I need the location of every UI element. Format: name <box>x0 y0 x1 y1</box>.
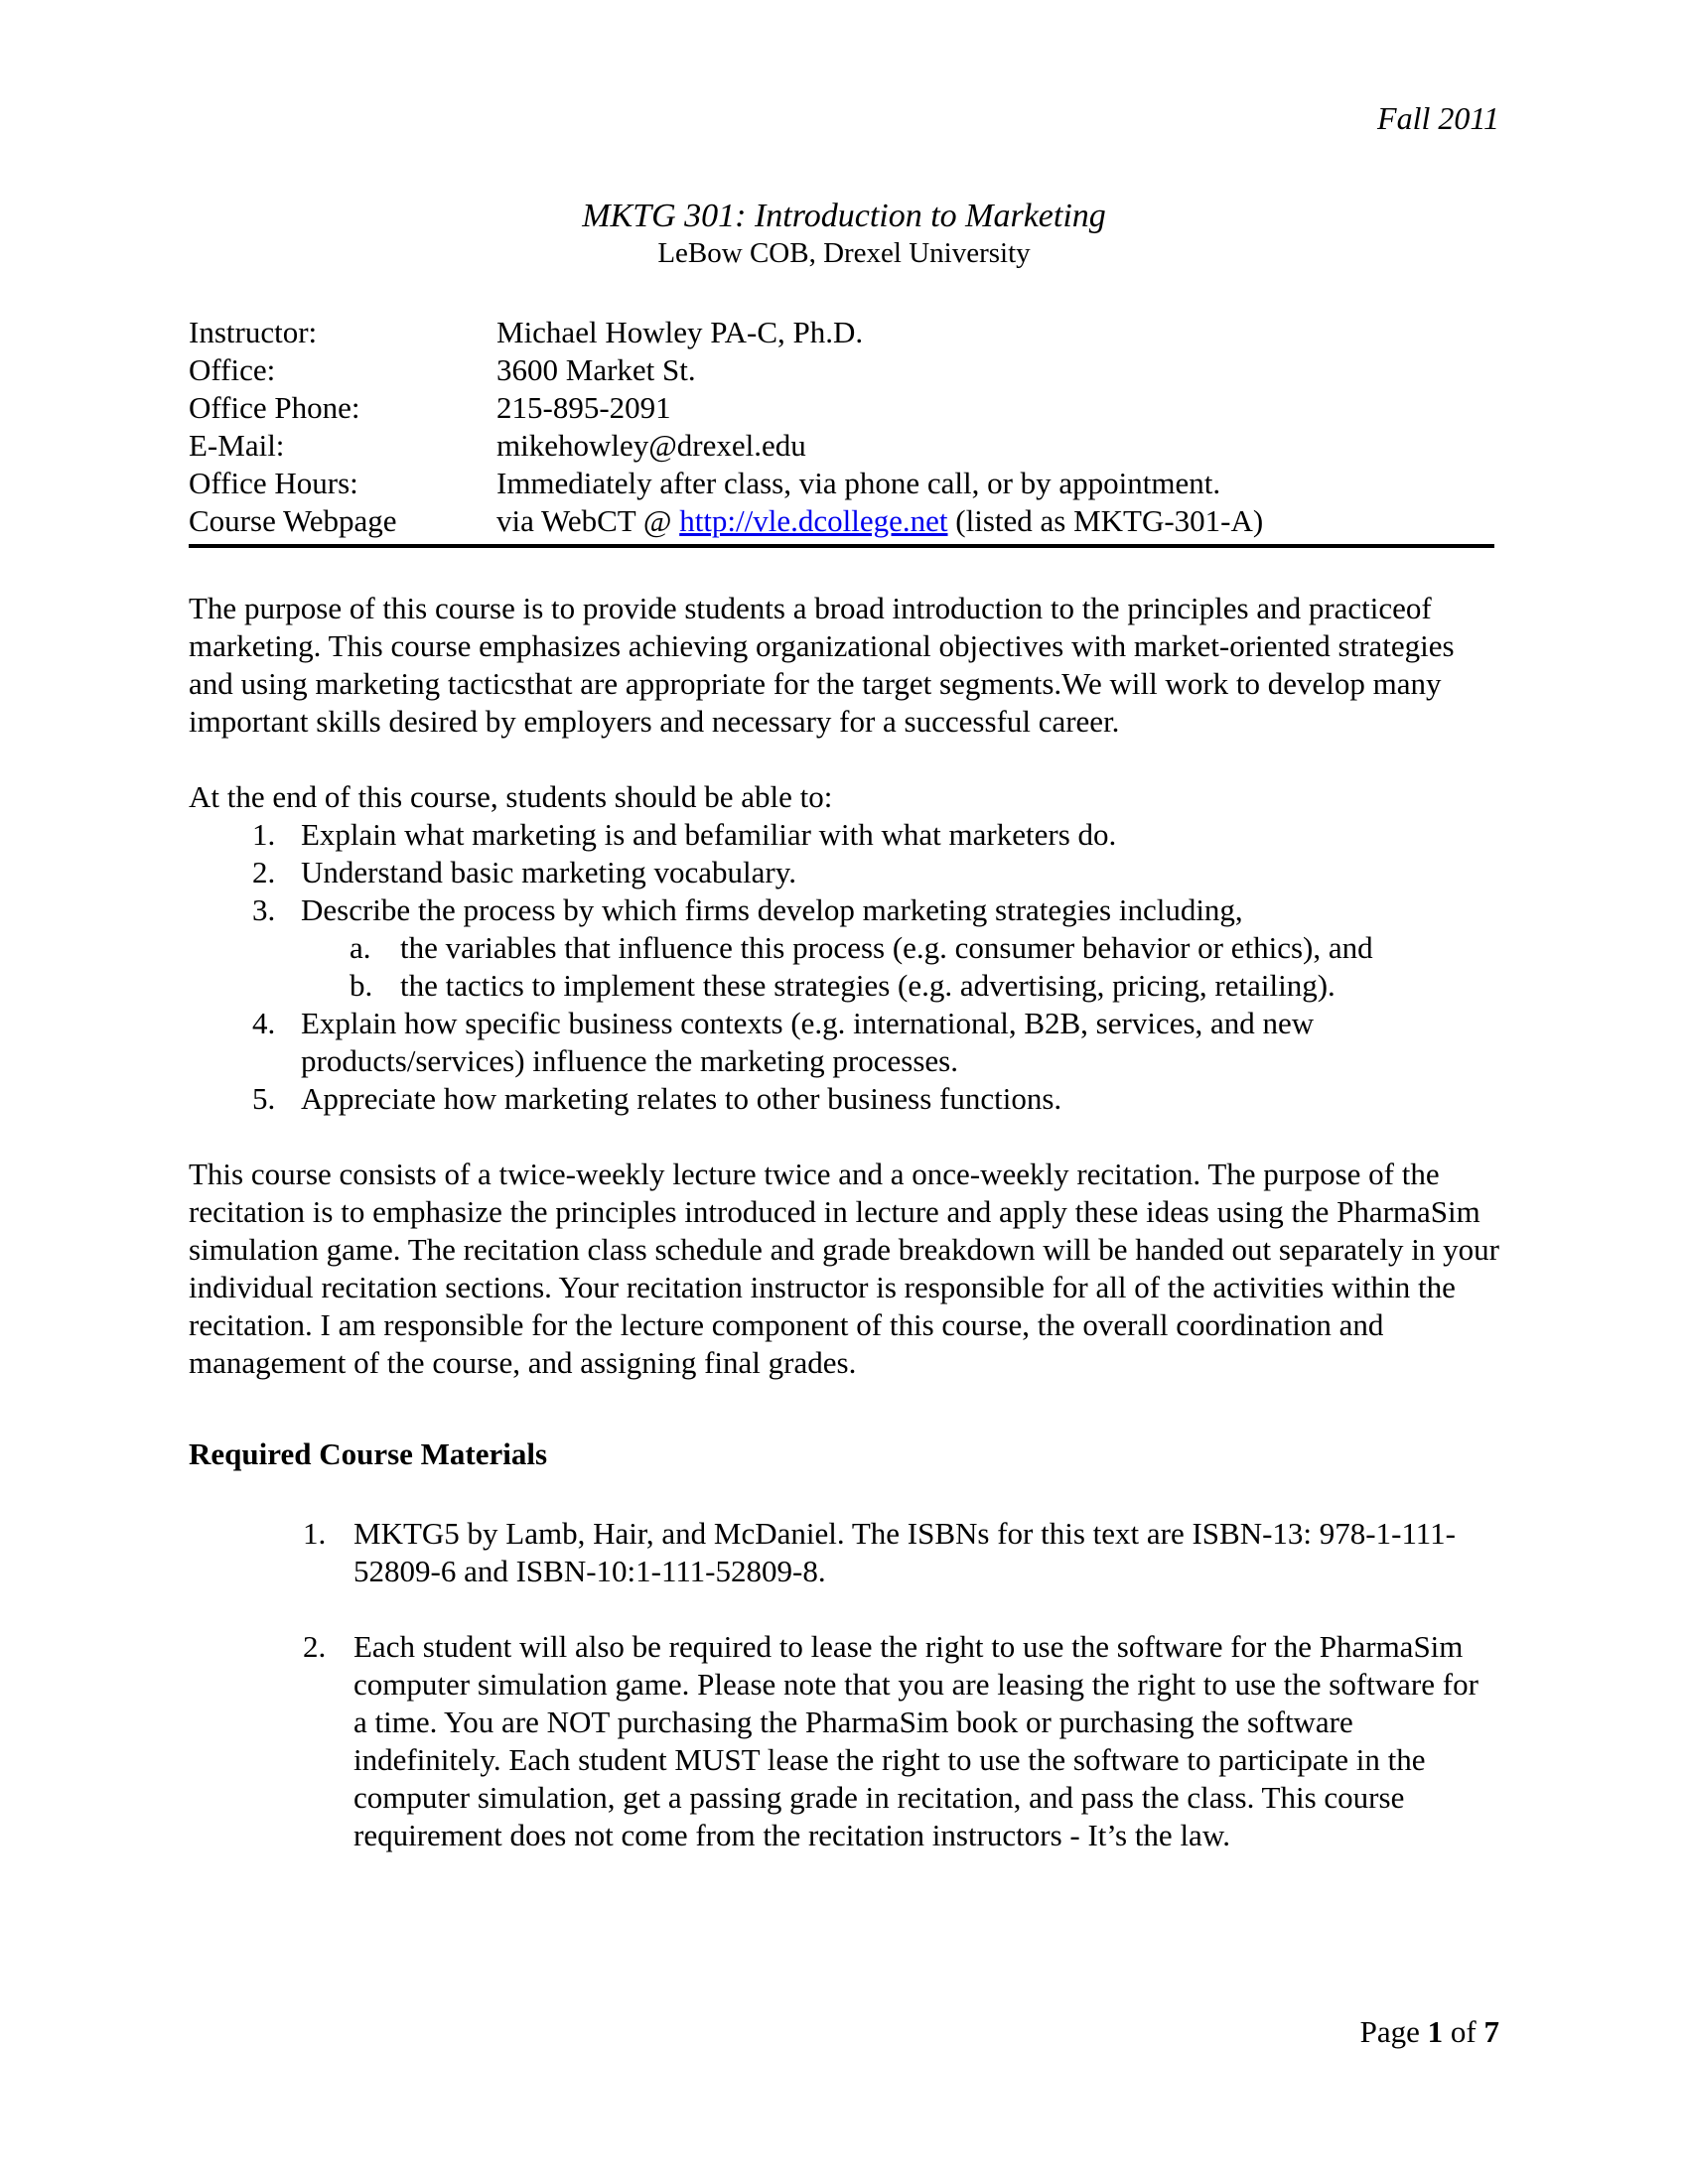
page-footer <box>1360 2013 1499 2051</box>
contact-value: mikehowley@drexel.edu <box>496 428 806 463</box>
contact-value: 3600 Market St. <box>496 352 696 387</box>
list-item-text: Describe the process by which firms develop marketing strategies including, <box>301 892 1243 927</box>
contact-label: Instructor: <box>189 315 318 349</box>
material-item-1 <box>189 1515 1499 1590</box>
contact-row-instructor <box>189 314 1499 351</box>
footer-page-prefix: Page <box>1359 2014 1428 2049</box>
footer-page-separator: of <box>1443 2014 1484 2049</box>
objective-subitem-a <box>189 929 1499 967</box>
list-marker: 2. <box>252 855 276 889</box>
contact-value <box>496 502 1499 540</box>
list-item-text: Each student will also be required to lease the right to use the software for the PharmaSim computer simulation game. Please note that you are leasing the right to use the software for a time. You are NOT purchasing the PharmaSim book or purchasing the software indefinitely. Each student MUST lease the right to use the software to participate in the computer simulation, get a passing grade in recitation, and pass the class. This course requirement does not come from the recitation instructors - It’s the law. <box>353 1629 1478 1852</box>
contact-label: Office Hours: <box>189 466 358 500</box>
contact-row-office <box>189 351 1499 389</box>
contact-label: E-Mail: <box>189 428 285 463</box>
list-item-text: Appreciate how marketing relates to other business functions. <box>301 1081 1062 1116</box>
term-label: Fall 2011 <box>1377 100 1499 136</box>
contact-info-table <box>189 314 1499 540</box>
course-webpage-link[interactable]: http://vle.dcollege.net <box>679 503 948 538</box>
footer-page-number: 1 <box>1427 2014 1444 2049</box>
materials-list <box>189 1515 1499 1854</box>
objective-item-4 <box>189 1005 1499 1080</box>
course-structure-paragraph: This course consists of a twice-weekly lecture twice and a once-weekly recitation. The purpose of the recitation is to emphasize the principles introduced in lecture and apply these ideas using the PharmaSim simulation game. The recitation class schedule and grade breakdown will be handed out separately in your individual recitation sections. Your recitation instructor is responsible for all of the activities within the recitation. I am responsible for the lecture component of this course, the overall coordination and management of the course, and assigning final grades. <box>189 1157 1499 1380</box>
contact-row-office-hours <box>189 465 1499 502</box>
contact-label: Course Webpage <box>189 503 397 538</box>
objective-subitem-b <box>189 967 1499 1005</box>
page-subtitle: LeBow COB, Drexel University <box>657 237 1031 269</box>
objectives-list <box>189 816 1499 1118</box>
list-marker: 4. <box>252 1006 276 1040</box>
list-marker: 1. <box>303 1516 327 1551</box>
materials-heading: Required Course Materials <box>189 1436 548 1471</box>
webpage-value-suffix: (listed as MKTG-301-A) <box>947 503 1264 538</box>
list-marker: 2. <box>303 1629 327 1664</box>
objectives-intro: At the end of this course, students should be able to: <box>189 779 833 814</box>
contact-row-course-webpage <box>189 502 1499 540</box>
contact-value: 215-895-2091 <box>496 390 671 425</box>
list-marker: a. <box>350 930 371 965</box>
objective-item-2 <box>189 854 1499 891</box>
contact-value: Immediately after class, via phone call, or by appointment. <box>496 466 1221 500</box>
objective-item-5 <box>189 1080 1499 1118</box>
list-marker: 1. <box>252 817 276 852</box>
list-marker: 3. <box>252 892 276 927</box>
header-divider <box>189 544 1494 548</box>
list-item-text: MKTG5 by Lamb, Hair, and McDaniel. The ISBNs for this text are ISBN-13: 978-1-111-52809-6 and ISBN-10:1-111-52809-8. <box>353 1516 1456 1588</box>
contact-label: Office Phone: <box>189 390 360 425</box>
footer-total-pages: 7 <box>1483 2014 1499 2049</box>
material-item-2 <box>189 1628 1499 1854</box>
list-item-text: the variables that influence this process (e.g. consumer behavior or ethics), and <box>400 930 1373 965</box>
contact-row-office-phone <box>189 389 1499 427</box>
webpage-value-prefix: via WebCT @ <box>496 503 680 538</box>
course-purpose-paragraph: The purpose of this course is to provide students a broad introduction to the principles and practiceof marketing. This course emphasizes achieving organizational objectives with market-oriented strategies and using marketing tacticsthat are appropriate for the target segments.We will work to develop many important skills desired by employers and necessary for a successful career. <box>189 591 1455 739</box>
objective-item-3 <box>189 891 1499 929</box>
list-item-text: Explain how specific business contexts (e.g. international, B2B, services, and new products/services) influence the marketing processes. <box>301 1006 1315 1078</box>
list-marker: 5. <box>252 1081 276 1116</box>
contact-row-email <box>189 427 1499 465</box>
contact-value: Michael Howley PA-C, Ph.D. <box>496 315 864 349</box>
list-item-text: the tactics to implement these strategies (e.g. advertising, pricing, retailing). <box>400 968 1336 1003</box>
list-marker: b. <box>350 968 373 1003</box>
contact-label: Office: <box>189 352 276 387</box>
page-title: MKTG 301: Introduction to Marketing <box>582 198 1106 234</box>
list-item-text: Understand basic marketing vocabulary. <box>301 855 796 889</box>
objective-item-1 <box>189 816 1499 854</box>
list-item-text: Explain what marketing is and befamiliar with what marketers do. <box>301 817 1117 852</box>
